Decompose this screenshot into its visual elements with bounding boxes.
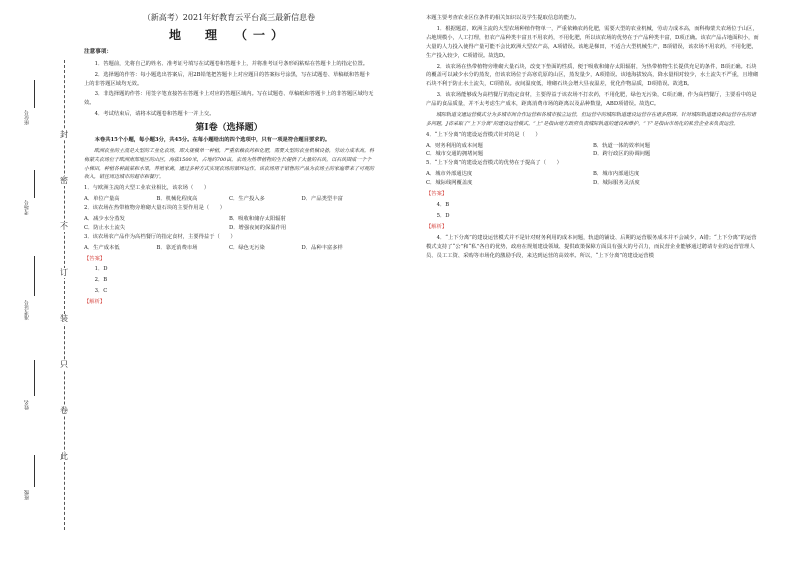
analysis-paragraph: 1．根据题意，欧洲主流的大型农场种植作物单一，严重依赖农药化肥，需要大型的农业机械，劳动力成本高，而科梅蒙夫农场位于山区，占地规模小，人工打理，但农产品种类丰富且不用农药，不用化肥，所以该农场的优势在于产品种类丰富，D项正确。该农产品占地面积小，而大量的人力投入使得产量可能不会比欧洲大型农产高，A项错误。该地是梯田，不适合大型机械生产，B项错误，该农场不用农药，不用化肥，生产投入较少，C项错误。故选D。	[426, 25, 759, 59]
option: D．品种丰富多样	[301, 244, 343, 251]
option: B．吸收和储存太阳辐射	[229, 215, 286, 222]
answer-line: 3．C	[94, 288, 108, 295]
question-options	[426, 150, 760, 159]
seal-word: 封	[60, 130, 68, 139]
seal-word: 只	[60, 360, 68, 369]
reading-passage: 欧洲农业的主流是大型的工业化农场，即大规模单一种植，严重依赖农药和化肥，需要大型的农业机械设备，劳动力成本高。科梅蒙夫农场位于欧洲南部地区的山区，海拔1500米，占地约700亩。农场为热带植物的生长提供了大量的石块，以石块围成一个个小梯田，种植各种蔬菜和水果，养殖家禽，通过多种方式实现农场的循环运作。该农场用于销售的产品为农场主的家庭带来了可观的收入，销往周边城市的超市和餐厅。	[84, 147, 375, 181]
analysis-paragraph: 2．该农场在热带植物旁堆砌大量石块，改变下垫面的性质，便于吸收和储存太阳辐射，为热带植物生长提供充足的条件，B项正确。石块的覆盖可以减少水分的蒸发，但该农场位于高寒荒原的山区，蒸发量少，A项错误。该地海拔较高，降水量相对较少，水土流失不严重，且堆砌石块不利于防止水土流失，C项错误。夜间温度低，堆砌石块会增大昼夜温差，优化作物品质，D项错误。故选B。	[426, 63, 759, 88]
answer-line: 5．D	[436, 212, 450, 219]
answer-line: 4．B	[436, 202, 450, 208]
question-stem: 5．“上下分离”的建设运营模式的优势在于提高了（ ）	[426, 160, 562, 167]
option: A．财务利用的成本问题	[426, 142, 483, 149]
seal-word: 密	[60, 176, 68, 185]
answer-tag: 【答案】	[84, 255, 106, 262]
reading-passage: 城际轨道交通运营模式分为多城市间合作运营和各城市独立运营，但运营中的城际轨道建设运营存在诸多阻碍。针对城际轨道建设和运营存在的诸多问题，J省采取了“上下分离”的建设运营模式。“上”是指由地方政府负责城际轨道的建设和维护，“下”是指由市场化的私营企业来负责运营。	[426, 112, 757, 127]
seal-word: 装	[60, 314, 68, 323]
notice-heading: 注意事项：	[84, 48, 112, 55]
question-options	[426, 179, 760, 188]
seat-number-label: 座位号	[24, 110, 30, 125]
option: A．减少水分蒸发	[84, 215, 125, 222]
notice-item: 2．选择题的作答：每小题选出答案后，用2B铅笔把答题卡上对应题目的答案标号涂黑，写在试题卷、草稿纸和答题卡上的非答题区域均无效。	[84, 71, 371, 87]
option: C．城市交通的拥堵问题	[426, 151, 484, 158]
analysis-intro: 本题主要考查农业区位条件的相关知识以及学生提取信息的能力。	[426, 15, 580, 21]
answer-line: 2．B	[94, 277, 108, 284]
question-options	[84, 215, 374, 224]
section-intro: 本卷共15个小题，每小题3分，共45分。在每小题给出的四个选项中，只有一项是符合题目要求的。	[94, 137, 331, 144]
left-column	[84, 14, 374, 309]
seal-word: 卷	[60, 406, 68, 415]
right-column	[426, 14, 760, 262]
option: A．单位产量高	[84, 196, 120, 203]
ticket-number-line[interactable]	[34, 256, 35, 296]
option: B．轨道一体的效率问题	[593, 142, 650, 149]
answer-line: 1．D	[94, 266, 108, 273]
question-stem: 2．该农场在热带植物旁堆砌大量石块的主要作用是（ ）	[84, 204, 226, 211]
question-options	[84, 224, 374, 233]
option: C．防止水土流失	[84, 224, 126, 231]
analysis-paragraph: 3．该农场能够成为高档餐厅的指定食材，主要得益于该农场不打农药，不用化肥，绿色无污染，C项正确，作为高档餐厅，主要看中的是产品的食品质量，并不太考虑生产成本，距离消费市场的距离以及品种数量，ABD项错误。故选C。	[426, 92, 757, 108]
option: B．靠近消费市场	[156, 244, 198, 251]
section-title: 第Ⅰ卷（选择题）	[195, 123, 263, 134]
option: B．城市内部通达度	[593, 171, 640, 178]
ticket-number-label: 准考证号	[24, 300, 30, 320]
analysis-paragraph: 4．“上下分离”的建设运营模式并不是针对财务利用的成本问题，轨道的铺设、后期的运营服务成本并不会减少，A错；“上下分离”的运营模式支持了“公”和“私”各自的优势，政府在规划建设领域、提供政策保障方面具有强大的号召力，而民营企业能够通过聘请专业的运营管理人员、员工工资、采购等市场化的激励手段，来达到运营的高效率。所以，“上下分离”的建设运营模	[426, 234, 757, 259]
analysis-tag: 【解析】	[84, 299, 106, 306]
notice-item: 4．考试结束后，请将本试题卷和答题卡一并上交。	[94, 111, 215, 118]
seal-word: 订	[60, 268, 68, 277]
option: A．生产成本低	[84, 244, 120, 251]
option: D．增强夜间的保温作用	[229, 224, 287, 231]
question-stem: 4．“上下分离”的建设运营模式针对的是（ ）	[426, 131, 541, 138]
seat-number-line[interactable]	[34, 80, 35, 108]
question-stem: 3．该农场农产品作为高档餐厅的指定食材，主要得益于（ ）	[84, 233, 236, 240]
subject-title: 地 理 （一）	[168, 27, 289, 42]
exam-room-line[interactable]	[34, 170, 35, 198]
answer-tag: 【答案】	[426, 191, 448, 198]
option: C．生产投入多	[229, 196, 265, 203]
question-options	[84, 244, 374, 253]
exam-title: （新高考）2021年好教育云平台高三最新信息卷	[142, 13, 316, 22]
seal-word: 此	[60, 452, 68, 461]
option: D．跨行政区的协调问题	[593, 151, 651, 158]
class-label: 班级	[24, 490, 30, 500]
class-line[interactable]	[34, 455, 35, 487]
question-stem: 1．与欧洲主流的大型工业农业相比，该农场（ ）	[84, 185, 210, 192]
analysis-tag: 【解析】	[426, 223, 448, 230]
question-options	[426, 142, 760, 151]
option: B．机械化程度高	[156, 196, 198, 203]
question-options	[84, 195, 374, 204]
exam-room-label: 考场号	[24, 200, 30, 215]
option: D．产品类型丰富	[301, 196, 343, 203]
seal-word: 不	[60, 222, 68, 231]
notice-item: 1．答题前，先将自己的姓名、准考证号填写在试题卷和答题卡上，并将准考证号条形码粘贴在答题卡上的指定位置。	[94, 60, 369, 67]
option: D．城际服务灵活度	[593, 180, 640, 187]
name-label: 姓名	[24, 400, 30, 410]
option: C．城际线网覆盖度	[426, 180, 473, 187]
option: C．绿色无污染	[229, 244, 265, 251]
notice-item: 3．非选择题的作答：用签字笔直接答在答题卡上对应的答题区域内。写在试题卷、草稿纸和答题卡上的非答题区域均无效。	[84, 91, 374, 107]
name-line[interactable]	[34, 360, 35, 396]
question-options	[426, 170, 760, 179]
option: A．城市外部通达度	[426, 171, 473, 178]
binding-margin	[0, 0, 78, 562]
